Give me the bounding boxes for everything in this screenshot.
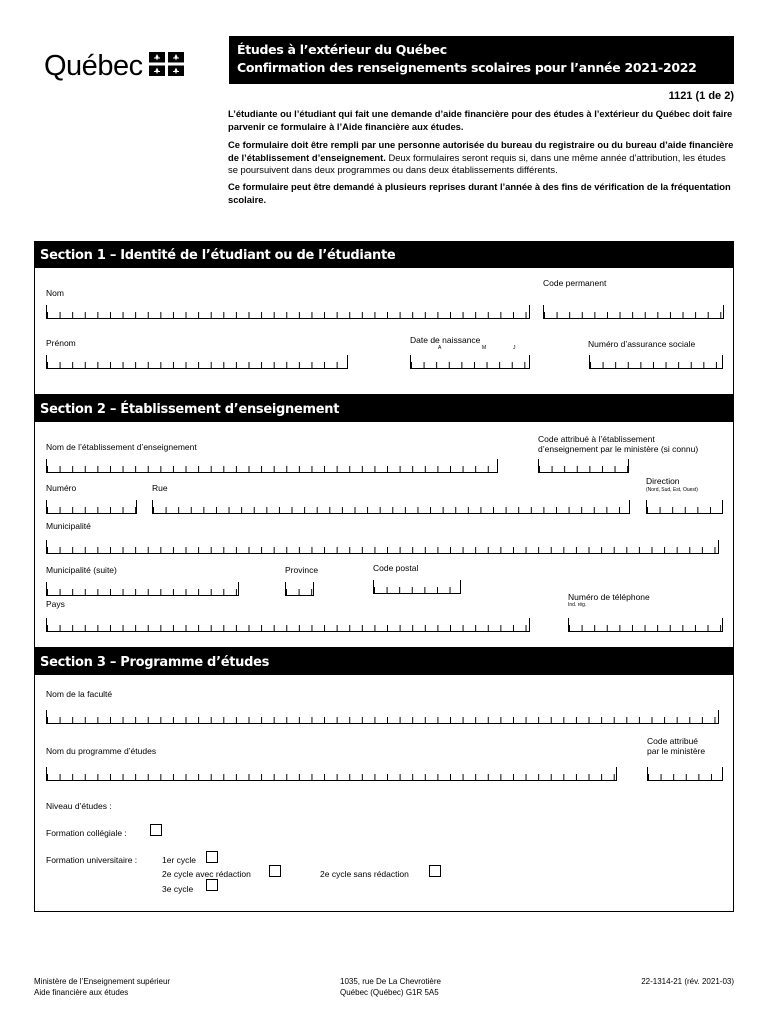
- date-month-hint: M: [482, 345, 487, 351]
- code-programme-label-2: par le ministère: [647, 746, 706, 756]
- cycle1-label: 1er cycle: [162, 855, 197, 865]
- faculte-label: Nom de la faculté: [46, 689, 113, 699]
- nom-label: Nom: [46, 288, 64, 298]
- section-1-header: Section 1 – Identité de l’étudiant ou de l’étudiante: [34, 241, 734, 268]
- code-programme-field[interactable]: [647, 767, 723, 781]
- intro-paragraph-3: Ce formulaire peut être demandé à plusieurs reprises durant l’année à des fins de vérification de la fréquentation scolaire.: [228, 181, 731, 205]
- cycle2-sans-label: 2e cycle sans rédaction: [320, 869, 409, 879]
- programme-label: Nom du programme d’études: [46, 746, 157, 756]
- quebec-logo: Québec: [44, 50, 143, 82]
- section-1-box: [34, 267, 734, 395]
- code-permanent-label: Code permanent: [543, 278, 607, 288]
- prenom-field[interactable]: [46, 355, 348, 369]
- title-line-2: Confirmation des renseignements scolaires pour l’année 2021-2022: [237, 60, 697, 75]
- direction-field[interactable]: [646, 500, 723, 514]
- nom-etablissement-label: Nom de l’établissement d’enseignement: [46, 442, 197, 452]
- nom-etablissement-field[interactable]: [46, 459, 498, 473]
- municipalite-suite-label: Municipalité (suite): [46, 565, 117, 575]
- rue-label: Rue: [152, 483, 168, 493]
- section-3-header: Section 3 – Programme d’études: [34, 648, 734, 675]
- direction-label: Direction: [646, 476, 680, 486]
- cycle2-avec-label: 2e cycle avec rédaction: [162, 869, 251, 879]
- form-number: 1121 (1 de 2): [668, 90, 734, 102]
- code-postal-field[interactable]: [373, 580, 461, 594]
- direction-hint: (Nord, Sud, Est, Ouest): [646, 487, 698, 493]
- cycle2-sans-checkbox[interactable]: [429, 865, 441, 877]
- section-2-header: Section 2 – Établissement d’enseignement: [34, 395, 734, 422]
- code-programme-label-1: Code attribué: [647, 736, 699, 746]
- nom-field[interactable]: [46, 305, 530, 319]
- programme-field[interactable]: [46, 767, 617, 781]
- ind-reg-hint: Ind. rég.: [568, 602, 587, 608]
- nas-label: Numéro d’assurance sociale: [588, 339, 696, 349]
- code-permanent-field[interactable]: [543, 305, 724, 319]
- section-2-box: [34, 421, 734, 648]
- niveau-label: Niveau d’études :: [46, 801, 112, 811]
- code-etablissement-label-2: d’enseignement par le ministère (si connu): [538, 444, 699, 454]
- municipalite-field[interactable]: [46, 540, 719, 554]
- footer-address: 1035, rue De La Chevrotière Québec (Québec) G1R 5A5: [340, 977, 441, 997]
- intro-paragraph-1: L’étudiante ou l’étudiant qui fait une demande d’aide financière pour des études à l’extérieur du Québec doit faire parvenir ce formulaire à l’Aide financière aux études.: [228, 108, 733, 132]
- code-postal-label: Code postal: [373, 563, 419, 573]
- faculte-field[interactable]: [46, 710, 719, 724]
- municipalite-suite-field[interactable]: [46, 582, 239, 596]
- telephone-label: Numéro de téléphone: [568, 592, 650, 602]
- cycle2-avec-checkbox[interactable]: [269, 865, 281, 877]
- collegiale-label: Formation collégiale :: [46, 828, 127, 838]
- cycle3-label: 3e cycle: [162, 884, 194, 894]
- cycle3-checkbox[interactable]: [206, 879, 218, 891]
- numero-label: Numéro: [46, 483, 77, 493]
- form-title-banner: [229, 36, 734, 84]
- collegiale-checkbox[interactable]: [150, 824, 162, 836]
- date-naissance-label: Date de naissance: [410, 335, 481, 345]
- date-naissance-field[interactable]: [410, 355, 530, 369]
- province-field[interactable]: [285, 582, 314, 596]
- telephone-field[interactable]: [568, 618, 723, 632]
- code-etablissement-label-1: Code attribué à l’établissement: [538, 434, 655, 444]
- rue-field[interactable]: [152, 500, 630, 514]
- fleurdelise-flag-icon: [149, 52, 184, 76]
- footer-ministry: Ministère de l’Enseignement supérieur Aide financière aux études: [34, 977, 171, 997]
- date-year-hint: A: [438, 345, 442, 351]
- nas-field[interactable]: [589, 355, 723, 369]
- title-line-1: Études à l’extérieur du Québec: [237, 42, 447, 57]
- prenom-label: Prénom: [46, 338, 76, 348]
- municipalite-label: Municipalité: [46, 521, 91, 531]
- code-etablissement-field[interactable]: [538, 459, 629, 473]
- cycle1-checkbox[interactable]: [206, 851, 218, 863]
- province-label: Province: [285, 565, 319, 575]
- pays-label: Pays: [46, 599, 65, 609]
- footer-revision: 22-1314-21 (rév. 2021-03): [641, 977, 734, 986]
- universitaire-label: Formation universitaire :: [46, 855, 138, 865]
- numero-field[interactable]: [46, 500, 137, 514]
- date-day-hint: J: [513, 345, 516, 351]
- intro-paragraph-2: Ce formulaire doit être rempli par une personne autorisée du bureau du registraire ou du bureau d’aide financière de l’établissement d’enseignement. Deux formulaires seront requis si, dans une même année d’attribution, les études se poursuivent dans deux programmes ou dans deux établissements différents.: [228, 139, 734, 175]
- pays-field[interactable]: [46, 618, 530, 632]
